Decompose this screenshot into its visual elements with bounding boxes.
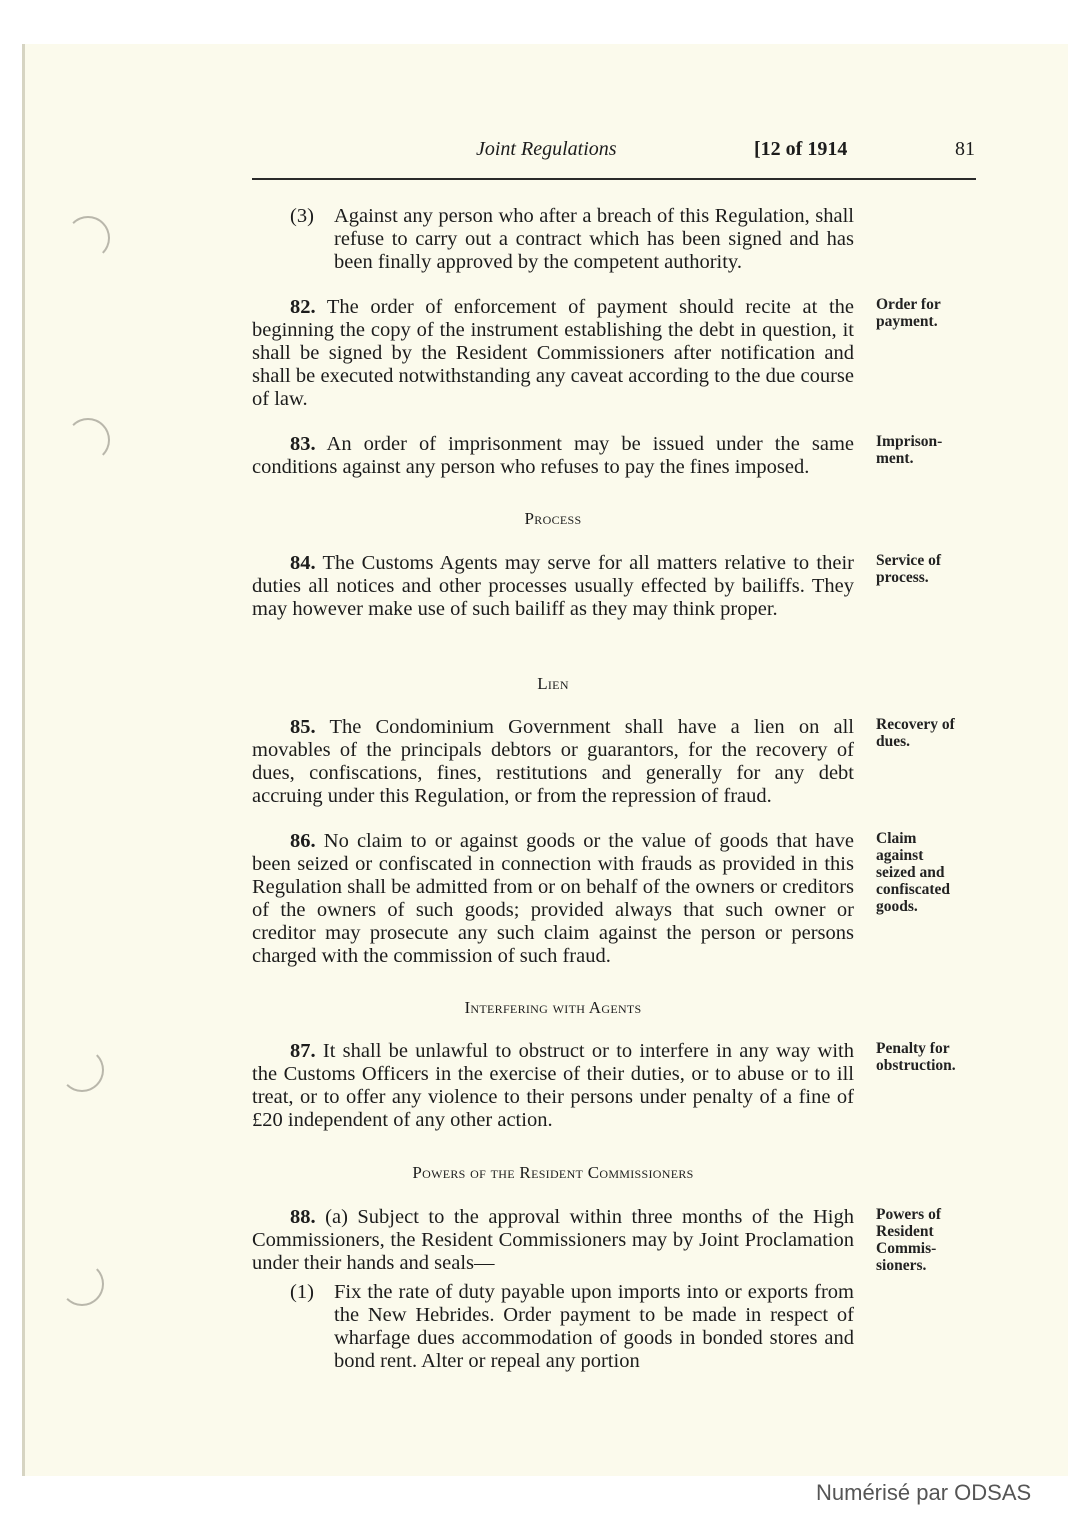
margin-note-84: Service of process. — [876, 552, 941, 586]
section-85 — [252, 716, 854, 808]
margin-note-87: Penalty for obstruction. — [876, 1040, 956, 1074]
section-number: 84. — [290, 552, 316, 574]
section-number: 86. — [290, 830, 316, 852]
section-number: 88. — [290, 1206, 316, 1228]
section-text: It shall be unlawful to obstruct or to interfere in any way with the Customs Officers in the exercise of their duties, or to abuse or to ill treat, or to offer any violence to their persons under penalty of a fine of £20 independent of any other action. — [252, 1040, 854, 1131]
section-text: (a) Subject to the approval within three months of the High Commissioners, the Resident Commissioners may by Joint Proclamation under their hands and seals— — [252, 1206, 855, 1274]
heading-process: Process — [524, 509, 582, 528]
margin-note-82: Order for payment. — [876, 296, 941, 330]
sub-item-label: (3) — [290, 205, 314, 227]
margin-note-83: Imprison-ment. — [876, 433, 943, 467]
page-edge — [22, 44, 25, 1476]
heading-lien: Lien — [537, 674, 569, 693]
section-text: An order of imprisonment may be issued under the same conditions against any person who refuses to pay the fines imposed. — [252, 433, 854, 478]
heading-interfering: Interfering with Agents — [464, 998, 642, 1017]
section-text: No claim to or against goods or the value of goods that have been seized or confiscated in connection with frauds as provided in this Regulation shall be admitted from or on behalf of the owners or creditors of the owners of such goods; provided always that such owner or creditor may prosecute any such claim against the person or persons charged with the commission of such fraud. — [252, 830, 854, 967]
section-87 — [252, 1040, 854, 1132]
section-88 — [252, 1206, 854, 1275]
punch-hole — [66, 216, 110, 260]
section-82 — [252, 296, 854, 411]
section-number: 87. — [290, 1040, 316, 1062]
sub-item-3 — [290, 205, 854, 274]
section-84 — [252, 552, 854, 621]
section-number: 85. — [290, 716, 316, 738]
section-text: The Condominium Government shall have a lien on all movables of the principals debtors or guarantors, for the recovery of dues, confiscations, fines, restitutions and generally for any debt accruing under this Regulation, or from the repression of fraud. — [252, 716, 854, 807]
margin-note-86: Claim against seized and confiscated goods. — [876, 830, 951, 915]
sub-item-text: Against any person who after a breach of this Regulation, shall refuse to carry out a contract which has been signed and has been finally approved by the competent authority. — [334, 205, 854, 273]
sub-item-label: (1) — [290, 1281, 314, 1303]
section-number: 82. — [290, 296, 316, 318]
section-text: The Customs Agents may serve for all matters relative to their duties all notices and other processes usually effected by bailiffs. They may however make use of such bailiff as they may think proper. — [252, 552, 854, 620]
page-number: 81 — [955, 138, 975, 160]
punch-hole — [60, 1048, 104, 1092]
running-head-title: Joint Regulations — [476, 138, 617, 160]
header-rule — [252, 178, 976, 180]
section-number: 83. — [290, 433, 316, 455]
punch-hole — [66, 418, 110, 462]
digitization-credit: Numérisé par ODSAS — [816, 1480, 1032, 1505]
section-text: The order of enforcement of payment should recite at the beginning the copy of the instrument establishing the debt in question, it shall be signed by the Resident Commissioners after notification and shall be executed notwithstanding any caveat according to the due course of law. — [252, 296, 854, 410]
sub-item-88-1 — [290, 1281, 854, 1373]
margin-note-85: Recovery of dues. — [876, 716, 955, 750]
section-83 — [252, 433, 854, 479]
section-86 — [252, 830, 854, 968]
punch-hole — [60, 1262, 104, 1306]
margin-note-88: Powers of Resident Commis-sioners. — [876, 1206, 941, 1274]
running-head-year: [12 of 1914 — [754, 138, 848, 160]
sub-item-text: Fix the rate of duty payable upon imports into or exports from the New Hebrides. Order payment to be made in respect of wharfage dues accommodation of goods in bonded stores and bond rent. Alter or repeal any portion — [334, 1281, 854, 1372]
heading-powers: Powers of the Resident Commissioners — [412, 1163, 694, 1182]
